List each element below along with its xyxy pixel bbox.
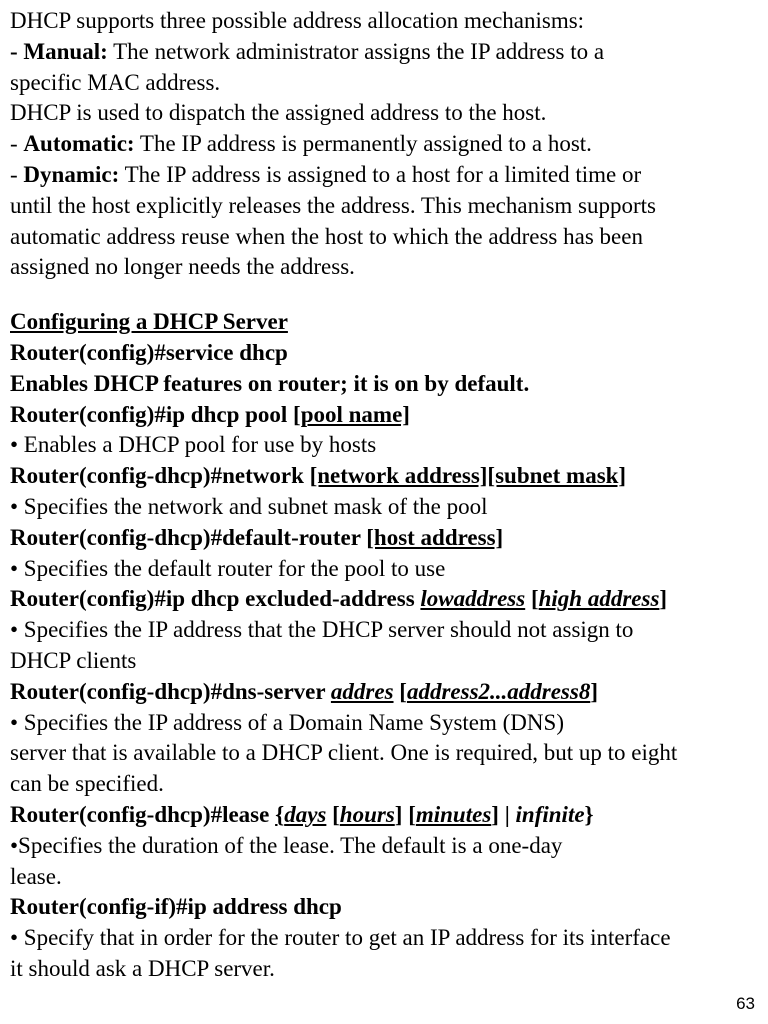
description-text: • Specifies the network and subnet mask of the pool [10, 493, 488, 519]
command-argument: lowaddress [420, 586, 526, 612]
section-heading: Configuring a DHCP Server [10, 309, 288, 335]
bracket: [ [332, 801, 340, 827]
command-description [10, 646, 762, 677]
command-line [10, 523, 762, 554]
dynamic-text-cont: until the host explicitly releases the address. This mechanism supports [10, 192, 657, 218]
command-argument: minutes [415, 801, 492, 827]
command-text: Router(config-dhcp)#lease [10, 801, 276, 827]
dispatch-text: DHCP is used to dispatch the assigned address to the host. [10, 100, 547, 126]
dynamic-label: Dynamic: [23, 161, 120, 187]
command-argument: [network address][subnet mask] [309, 463, 627, 489]
intro-text: DHCP supports three possible address allocation mechanisms: [10, 8, 585, 33]
command-description [10, 708, 762, 739]
page-number: 63 [736, 994, 755, 1013]
description-text: server that is available to a DHCP client. One is required, but up to eight [10, 740, 678, 766]
description-text: Enables DHCP features on router; it is on by default. [10, 370, 530, 396]
command-description [10, 738, 762, 769]
command-line [10, 677, 762, 708]
bracket: ] [659, 586, 668, 612]
dynamic-text-cont: automatic address reuse when the host to which the address has been [10, 223, 643, 249]
description-text: it should ask a DHCP server. [10, 955, 275, 981]
automatic-line [10, 129, 762, 160]
command-argument: infinite [515, 801, 585, 827]
description-text: DHCP clients [10, 647, 137, 673]
manual-text: The network administrator assigns the IP address to a [107, 38, 605, 64]
description-text: •Specifies the duration of the lease. The default is a one-day [10, 832, 563, 858]
command-text: Router(config)#ip dhcp excluded-address [10, 586, 421, 612]
description-text: • Specifies the IP address of a Domain Name System (DNS) [10, 709, 564, 735]
command-text: Router(config)#service dhcp [10, 339, 288, 365]
bullet-dash: - [10, 161, 24, 187]
section-gap [10, 283, 762, 307]
command-line [10, 892, 762, 923]
command-line [10, 338, 762, 369]
command-description [10, 369, 762, 400]
bracket: ] [491, 801, 499, 827]
description-text: • Enables a DHCP pool for use by hosts [10, 432, 377, 458]
bracket: ] [394, 801, 403, 827]
dynamic-line-cont [10, 252, 762, 283]
command-description [10, 769, 762, 800]
dynamic-text-cont: assigned no longer needs the address. [10, 254, 355, 280]
command-line [10, 400, 762, 431]
description-text: • Specify that in order for the router to get an IP address for its interface [10, 925, 671, 951]
command-description [10, 430, 762, 461]
separator: | [498, 801, 516, 827]
command-text: Router(config-if)#ip address dhcp [10, 894, 342, 920]
dynamic-line-cont [10, 191, 762, 222]
command-argument: [pool name] [293, 401, 410, 427]
description-text: • Specifies the IP address that the DHCP server should not assign to [10, 617, 634, 643]
command-text: Router(config-dhcp)#dns-server [10, 678, 331, 704]
description-text: lease. [10, 863, 62, 889]
dispatch-line [10, 98, 762, 129]
command-text: Router(config-dhcp)#default-router [10, 524, 367, 550]
command-description [10, 954, 762, 985]
command-description [10, 862, 762, 893]
command-description [10, 554, 762, 585]
command-argument: high address [538, 586, 660, 612]
automatic-label: Automatic: [23, 131, 135, 157]
bullet-dash: - [10, 38, 24, 64]
command-line [10, 461, 762, 492]
brace: } [584, 801, 594, 827]
command-argument: days [284, 801, 327, 827]
dynamic-text: The IP address is assigned to a host for a limited time or [119, 161, 642, 187]
manual-line [10, 37, 762, 68]
intro-line [10, 6, 762, 37]
bracket: ] [590, 678, 598, 704]
command-argument: addres [330, 678, 394, 704]
description-text: can be specified. [10, 771, 164, 797]
command-text: Router(config)#ip dhcp pool [10, 401, 294, 427]
command-argument: [host address] [366, 524, 504, 550]
description-text: • Specifies the default router for the pool to use [10, 555, 446, 581]
bracket: [ [399, 678, 407, 704]
manual-text-cont: specific MAC address. [10, 69, 221, 95]
command-text: Router(config-dhcp)#network [10, 463, 310, 489]
automatic-text: The IP address is permanently assigned to a host. [134, 131, 592, 157]
command-description [10, 615, 762, 646]
command-argument: address2...address8 [406, 678, 591, 704]
dynamic-line [10, 160, 762, 191]
bracket: [ [408, 801, 416, 827]
brace: { [275, 801, 285, 827]
manual-label: Manual: [23, 38, 108, 64]
bracket: [ [530, 586, 539, 612]
command-argument: hours [339, 801, 395, 827]
command-line [10, 584, 762, 615]
document-page [10, 6, 762, 985]
command-line [10, 800, 762, 831]
command-description [10, 923, 762, 954]
command-description [10, 831, 762, 862]
bullet-dash: - [10, 131, 24, 157]
manual-line-cont [10, 68, 762, 99]
command-description [10, 492, 762, 523]
config-heading-line [10, 307, 762, 338]
dynamic-line-cont [10, 222, 762, 253]
